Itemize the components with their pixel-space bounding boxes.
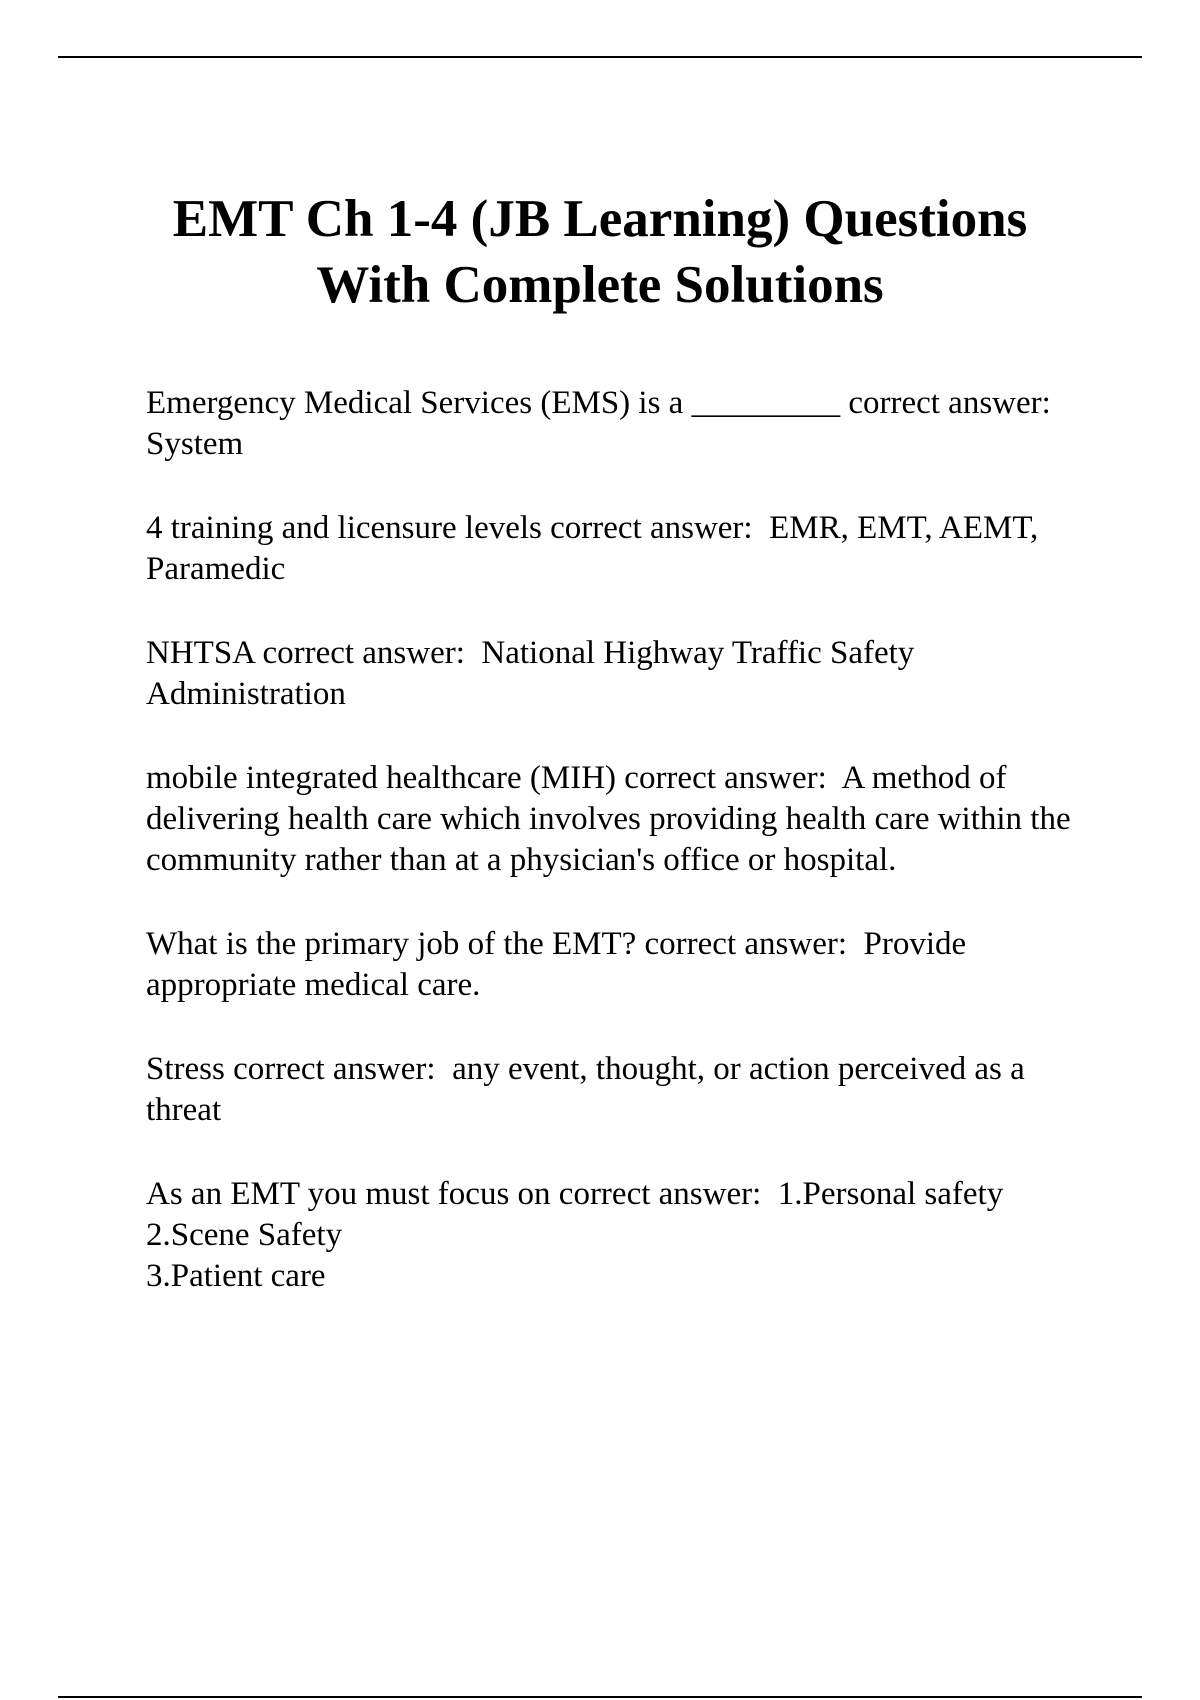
answer-separator: correct answer:: [558, 1176, 762, 1212]
answer-line: 1.Personal safety: [777, 1176, 1004, 1212]
qa-item: [146, 1174, 1106, 1297]
qa-item: [146, 383, 1106, 465]
question-text: Emergency Medical Services (EMS) is a _________: [146, 385, 841, 421]
qa-list: [146, 383, 1106, 1340]
answer-separator: correct answer:: [550, 510, 753, 546]
answer-text: any event, thought, or action perceived as a threat: [146, 1051, 1025, 1128]
question-text: As an EMT you must focus on: [146, 1176, 551, 1212]
answer-text: EMR, EMT, AEMT, Paramedic: [146, 510, 1039, 587]
answer-line: 3.Patient care: [146, 1258, 326, 1294]
qa-item: [146, 508, 1106, 590]
top-rule: [58, 56, 1142, 58]
answer-line: 2.Scene Safety: [146, 1217, 343, 1253]
answer-text: A method of delivering health care which involves providing health care within the community rather than at a physician's office or hospital.: [146, 760, 1071, 878]
answer-text: Provide appropriate medical care.: [146, 926, 967, 1003]
qa-item: [146, 1049, 1106, 1131]
answer-separator: correct answer:: [624, 760, 827, 796]
answer-separator: correct answer:: [262, 635, 465, 671]
question-text: Stress: [146, 1051, 225, 1087]
page-title: [100, 186, 1100, 318]
qa-item: [146, 633, 1106, 715]
answer-text: System: [146, 426, 244, 462]
qa-item: [146, 758, 1106, 881]
answer-separator: correct answer:: [233, 1051, 436, 1087]
question-text: What is the primary job of the EMT?: [146, 926, 637, 962]
question-text: NHTSA: [146, 635, 255, 671]
bottom-rule: [58, 1696, 1142, 1698]
answer-text: National Highway Traffic Safety Administration: [146, 635, 915, 712]
question-text: mobile integrated healthcare (MIH): [146, 760, 617, 796]
question-text: 4 training and licensure levels: [146, 510, 542, 546]
answer-separator: correct answer:: [848, 385, 1051, 421]
qa-item: [146, 924, 1106, 1006]
title-line-2: With Complete Solutions: [316, 256, 884, 314]
title-line-1: EMT Ch 1-4 (JB Learning) Questions: [172, 190, 1028, 248]
answer-separator: correct answer:: [644, 926, 847, 962]
